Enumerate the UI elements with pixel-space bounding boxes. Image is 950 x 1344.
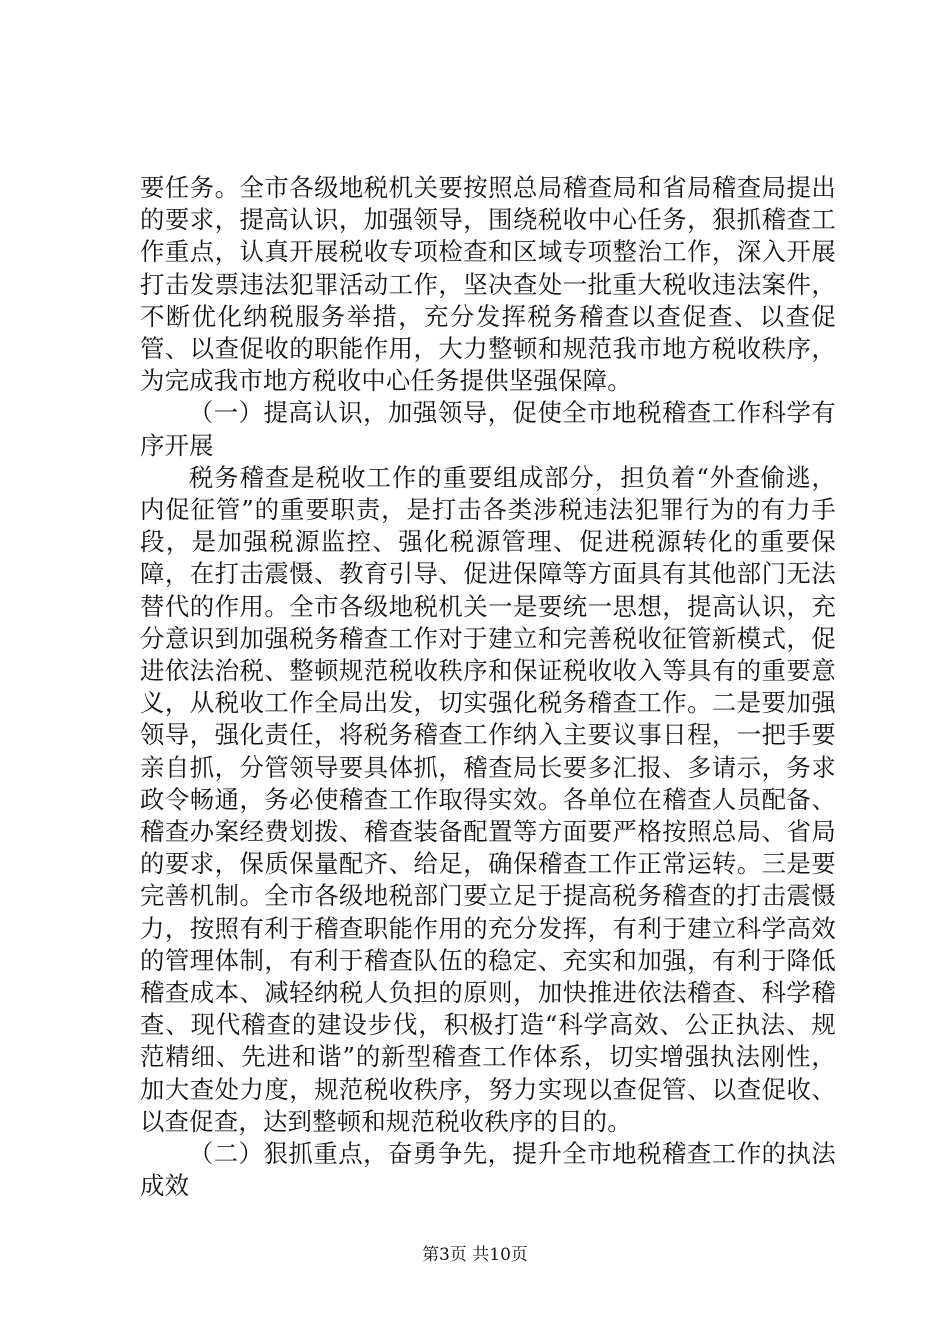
body-paragraph-2: 税务稽查是税收工作的重要组成部分，担负着“外查偷逃，内促征管”的重要职责，是打击各类涉税违法犯罪行为的有力手段，是加强税源监控、强化税源管理、促进税源转化的重要保障，在打击震慑、教育引导、促进保障等方面具有其他部门无法替代的作用。全市各级地税机关一是要统一思想，提高认识，充分意识到加强税务稽查工作对于建立和完善税收征管新模式，促进依法治税、整顿规范税收秩序和保证税收收入等具有的重要意义，从税收工作全局出发，切实强化税务稽查工作。二是要加强领导，强化责任，将税务稽查工作纳入主要议事日程，一把手要亲自抓，分管领导要具体抓，稽查局长要多汇报、多请示，务求政令畅通，务必使稽查工作取得实效。各单位在稽查人员配备、稽查办案经费划拨、稽查装备配置等方面要严格按照总局、省局的要求，保质保量配齐、给足，确保稽查工作正常运转。三是要完善机制。全市各级地税部门要立足于提高税务稽查的打击震慑力，按照有利于稽查职能作用的充分发挥，有利于建立科学高效的管理体制，有利于稽查队伍的稳定、充实和加强，有利于降低稽查成本、减轻纳税人负担的原则，加快推进依法稽查、科学稽查、现代稽查的建设步伐，积极打造“科学高效、公正执法、规范精细、先进和谐”的新型稽查工作体系，切实增强执法刚性，加大查处力度，规范税收秩序，努力实现以查促管、以查促收、以查促查，达到整顿和规范税收秩序的目的。 bbox=[140, 462, 836, 1136]
section-heading-2: （二）狠抓重点，奋勇争先，提升全市地税稽查工作的执法成效 bbox=[140, 1139, 836, 1201]
section-heading-1: （一）提高认识，加强领导，促使全市地税稽查工作科学有序开展 bbox=[140, 398, 836, 460]
page-footer: 第3页 共10页 bbox=[422, 1245, 528, 1265]
document-body bbox=[140, 172, 836, 1203]
body-paragraph-1: 要任务。全市各级地税机关要按照总局稽查局和省局稽查局提出的要求，提高认识，加强领导，围绕税收中心任务，狠抓稽查工作重点，认真开展税收专项检查和区域专项整治工作，深入开展打击发票违法犯罪活动工作，坚决查处一批重大税收违法案件，不断优化纳税服务举措，充分发挥税务稽查以查促查、以查促管、以查促收的职能作用，大力整顿和规范我市地方税收秩序，为完成我市地方税收中心任务提供坚强保障。 bbox=[140, 173, 836, 396]
